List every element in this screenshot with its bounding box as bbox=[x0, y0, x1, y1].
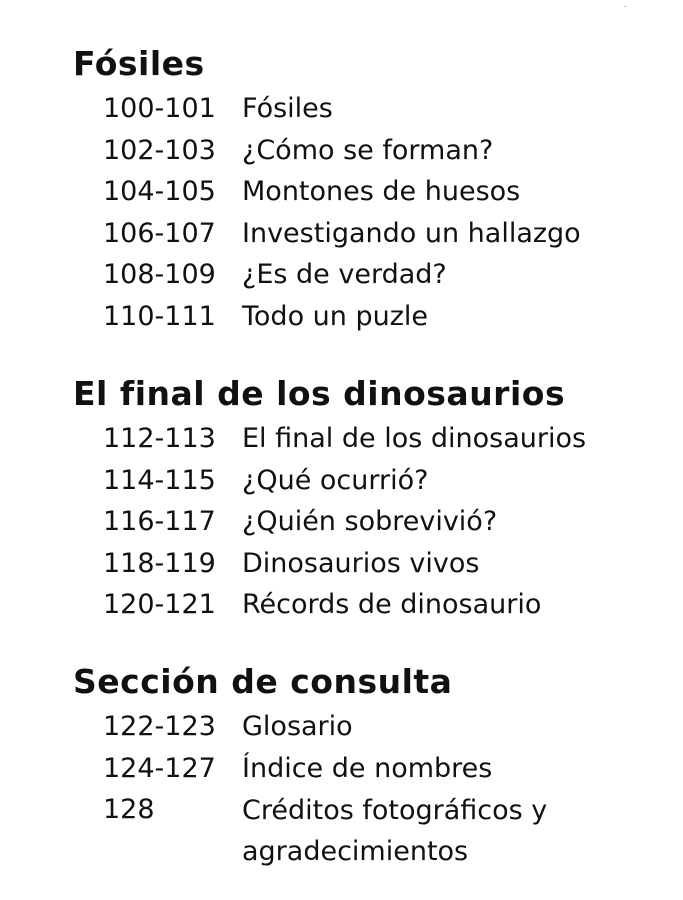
toc-entry[interactable] bbox=[0, 749, 683, 791]
page-range: 112-113 bbox=[103, 423, 216, 454]
entry-title: Fósiles bbox=[242, 93, 333, 124]
toc-entry[interactable] bbox=[0, 255, 683, 297]
entry-list bbox=[0, 89, 683, 338]
page-range: 106-107 bbox=[103, 217, 216, 249]
toc-entry[interactable] bbox=[0, 172, 683, 214]
entry-title: Dinosaurios vivos bbox=[242, 547, 480, 579]
toc-entry[interactable] bbox=[0, 89, 683, 131]
toc-entry[interactable] bbox=[0, 297, 683, 339]
entry-title: ¿Cómo se forman? bbox=[242, 134, 494, 166]
section-heading: El final de los dinosaurios bbox=[73, 374, 566, 413]
toc-entry[interactable] bbox=[0, 214, 683, 256]
page-range: 120-121 bbox=[103, 589, 216, 620]
entry-list bbox=[0, 707, 683, 874]
toc-entry[interactable] bbox=[0, 419, 683, 461]
entry-title: ¿Quién sobrevivió? bbox=[242, 506, 498, 537]
toc-entry[interactable] bbox=[0, 707, 683, 749]
entry-title: Créditos fotográficos y agradecimientos bbox=[242, 795, 548, 867]
entry-title: Montones de huesos bbox=[242, 176, 521, 207]
page-range: 118-119 bbox=[103, 547, 216, 579]
page-range: 104-105 bbox=[103, 176, 216, 207]
page-range: 128 bbox=[103, 794, 155, 825]
page-range: 100-101 bbox=[103, 93, 216, 124]
entry-title: Investigando un hallazgo bbox=[242, 217, 581, 249]
section-heading: Sección de consulta bbox=[73, 662, 453, 701]
toc-entry[interactable] bbox=[0, 461, 683, 503]
page-range: 122-123 bbox=[103, 711, 216, 742]
toc-entry[interactable] bbox=[0, 502, 683, 544]
entry-list bbox=[0, 419, 683, 627]
toc-entry[interactable] bbox=[0, 790, 683, 874]
page-range: 114-115 bbox=[103, 464, 216, 496]
toc-entry[interactable] bbox=[0, 544, 683, 586]
toc-entry[interactable] bbox=[0, 131, 683, 173]
section-heading: Fósiles bbox=[73, 44, 205, 83]
toc-entry[interactable] bbox=[0, 585, 683, 627]
paper-speck bbox=[624, 6, 627, 7]
entry-title: Glosario bbox=[242, 711, 353, 742]
page-range: 116-117 bbox=[103, 506, 216, 537]
entry-title: Récords de dinosaurio bbox=[242, 589, 542, 620]
entry-title: Todo un puzle bbox=[242, 300, 429, 332]
entry-title: El final de los dinosaurios bbox=[242, 423, 587, 454]
page-range: 108-109 bbox=[103, 259, 216, 290]
entry-title: ¿Qué ocurrió? bbox=[242, 464, 429, 496]
page-range: 102-103 bbox=[103, 134, 216, 166]
page-range: 124-127 bbox=[103, 752, 216, 784]
entry-title: ¿Es de verdad? bbox=[242, 259, 447, 290]
page-range: 110-111 bbox=[103, 300, 216, 332]
entry-title: Índice de nombres bbox=[242, 752, 493, 784]
